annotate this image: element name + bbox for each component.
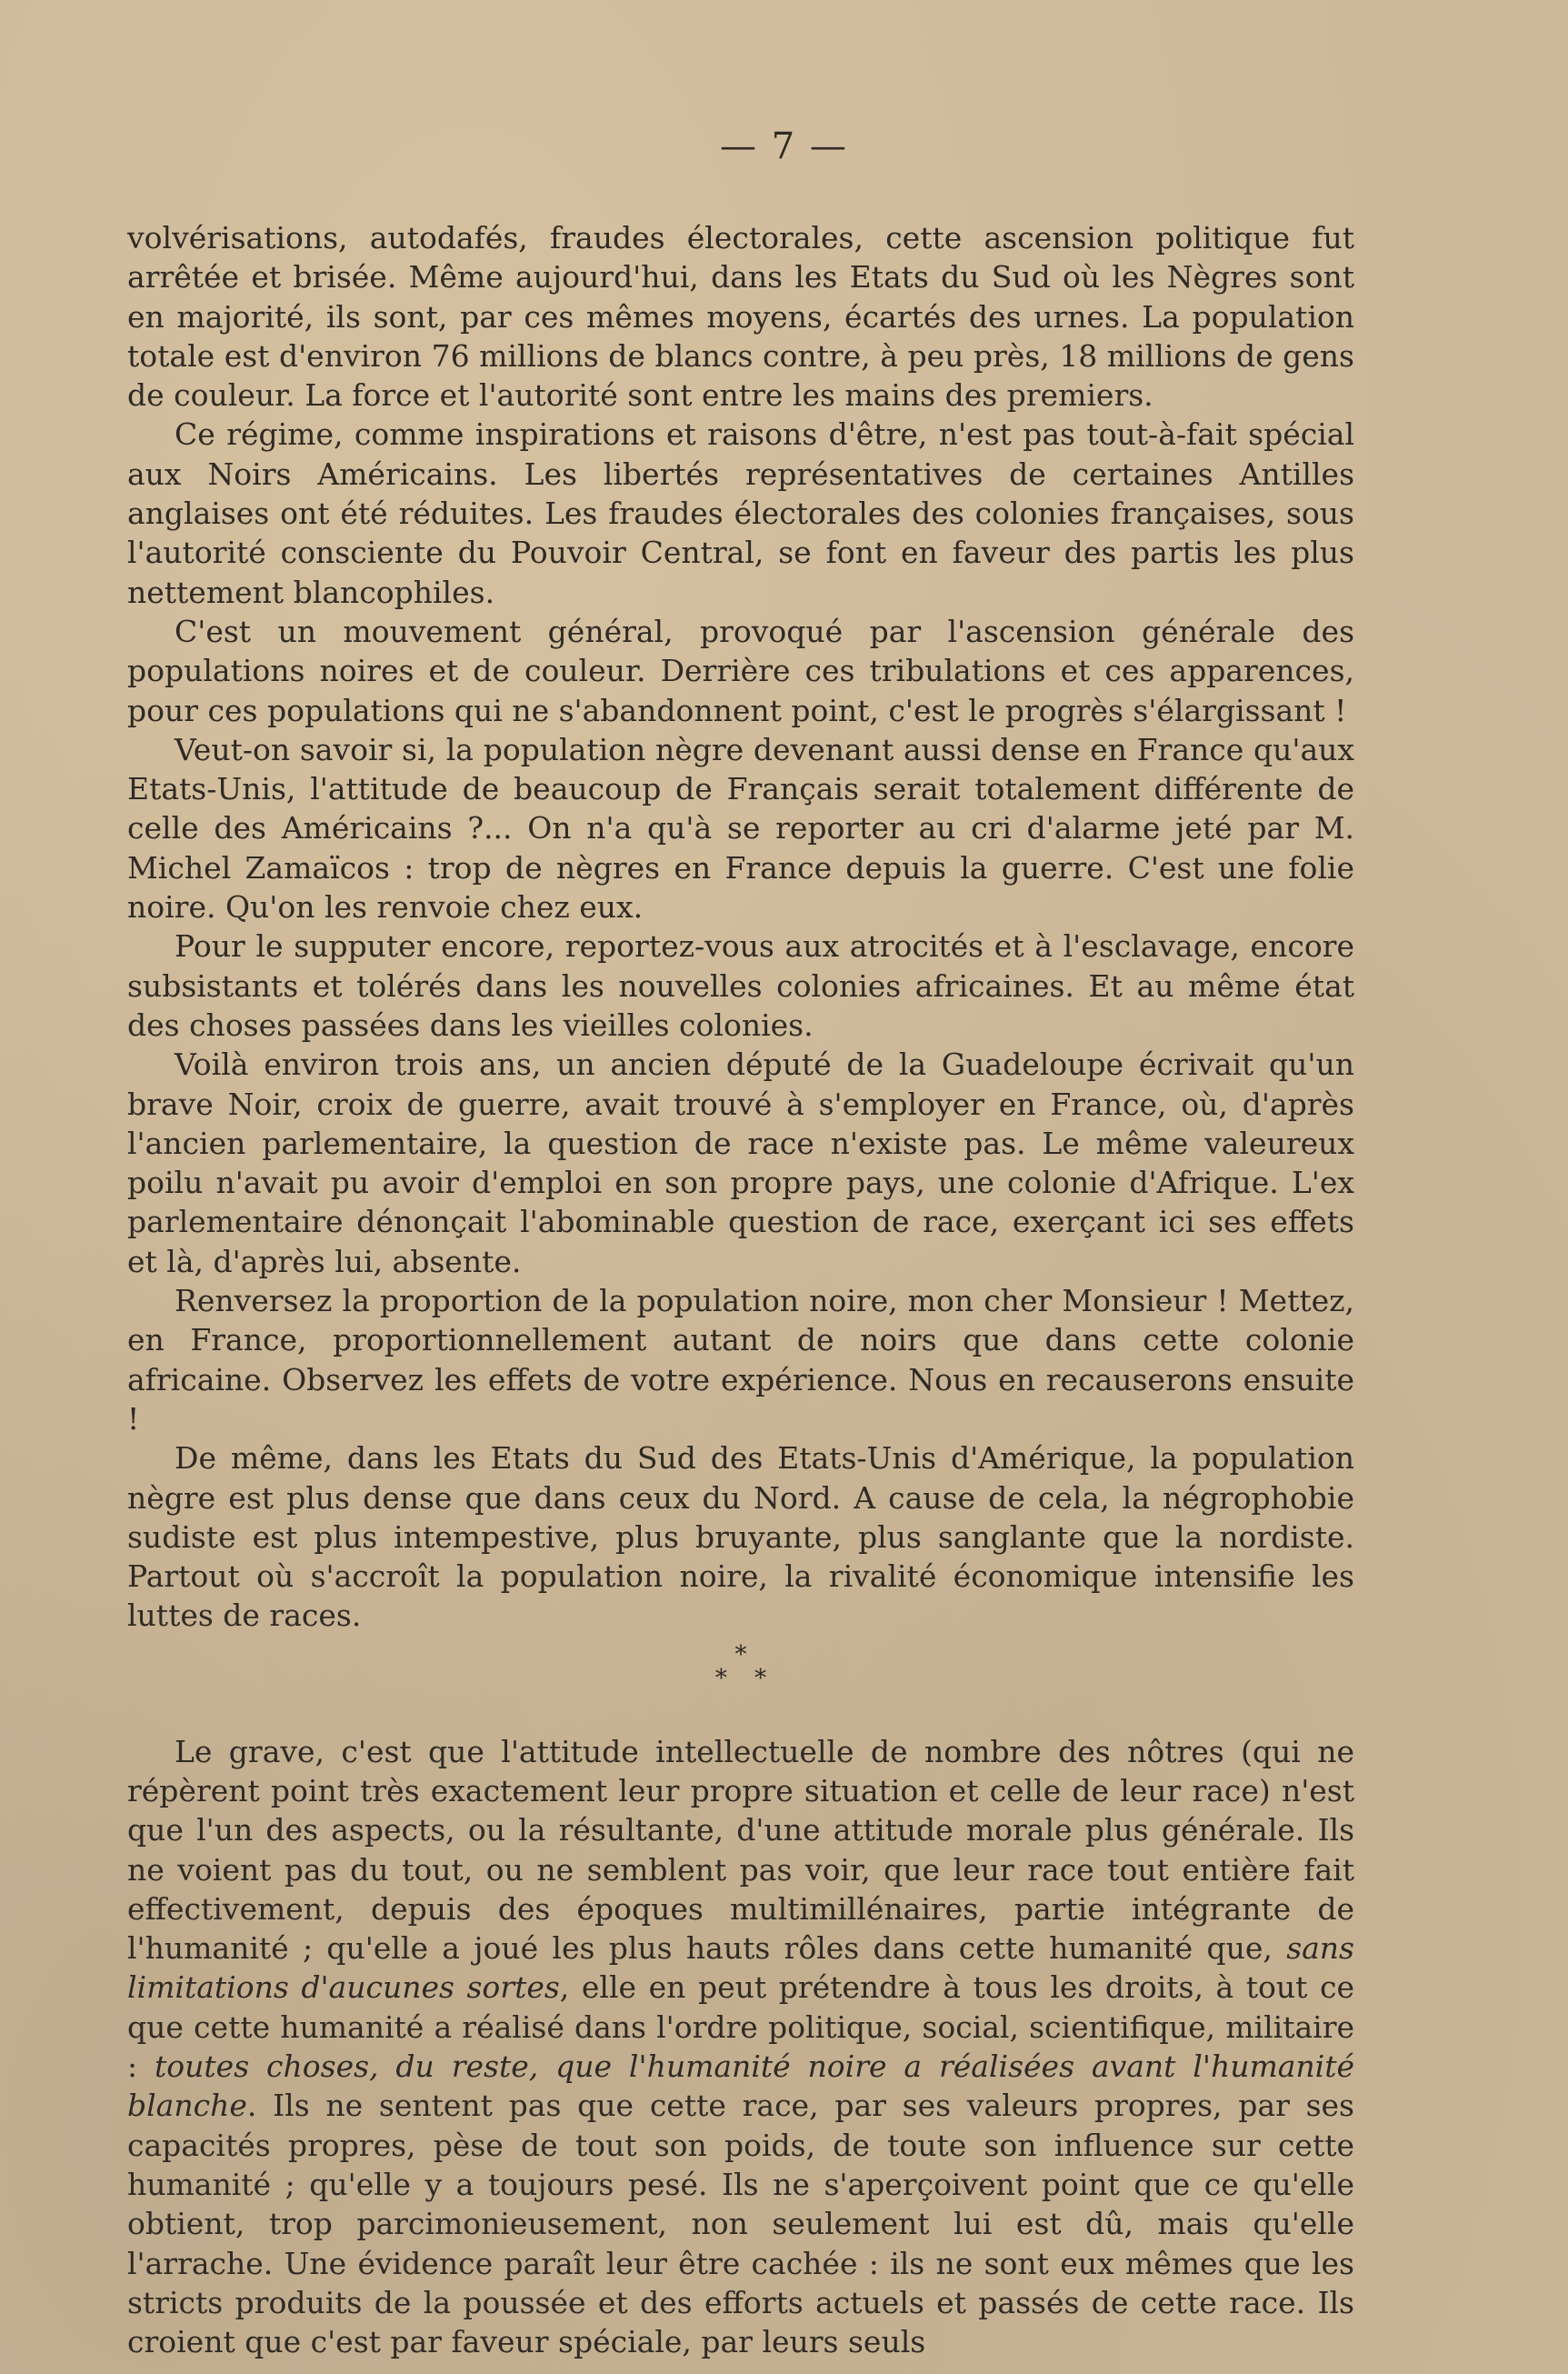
separator-star-top: *: [734, 1640, 747, 1668]
paragraph: Pour le supputer encore, reportez-vous aux atrocités et à l'esclavage, encore subsistants et tolérés dans les nouvelles colonies africaines. Et au même état des choses passées dans les vieilles colonies.: [127, 928, 1354, 1043]
paragraph: Voilà environ trois ans, un ancien député de la Guadeloupe écrivait qu'un brave Noir, croix de guerre, avait trouvé à s'employer en France, où, d'après l'ancien parlementaire, la question de race n'existe pas. Le même valeureux poilu n'avait pu avoir d'emploi en son propre pays, une colonie d'Afrique. L'ex parlementaire dénonçait l'abominable question de race, exerçant ici ses effets et là, d'après lui, absente.: [127, 1047, 1354, 1279]
separator-stars-bottom: * *: [714, 1664, 767, 1692]
paragraph-text: , elle en peut prétendre à tous les droits, à tout ce que cette humanité a réalisé dans l'ordre politique, social, scientifique, militaire :: [127, 1969, 1354, 2085]
paragraph: volvérisations, autodafés, fraudes électorales, cette ascension politique fut arrêtée et brisée. Même aujourd'hui, dans les Etats du Sud où les Nègres sont en majorité, ils sont, par ces mêmes moyens, écartés des urnes. La population totale est d'environ 76 millions de blancs contre, à peu près, 18 millions de gens de couleur. La force et l'autorité sont entre les mains des premiers.: [127, 220, 1354, 414]
page-number: — 7 —: [720, 125, 848, 167]
paragraph: Ce régime, comme inspirations et raisons d'être, n'est pas tout-à-fait spécial aux Noirs Américains. Les libertés représentatives de certaines Antilles anglaises ont été réduites. Les fraudes électorales des colonies françaises, sous l'autorité consciente du Pouvoir Central, se font en faveur des partis les plus nettement blancophiles.: [127, 416, 1354, 610]
lower-section: [127, 1732, 1354, 2362]
italic-phrase: toutes choses, du reste, que l'humanité noire a réalisées avant l'humanité blanche: [127, 2048, 1355, 2124]
paragraph-text: . Ils ne sentent pas que cette race, par ses valeurs propres, par ses capacités propres, pèse de tout son poids, de toute son influence sur cette humanité ; qu'elle y a toujours pesé. Ils ne s'aperçoivent point que ce qu'elle obtient, trop parcimonieusement, non seulement lui est dû, mais qu'elle l'arrache. Une évidence paraît leur être cachée : ils ne sont eux mêmes que les stricts produits de la poussée et des efforts actuels et passés de cette race. Ils croient que c'est par faveur spéciale, par leurs seuls: [127, 2088, 1354, 2360]
paragraph: [127, 1732, 1354, 2362]
paragraph: Veut-on savoir si, la population nègre devenant aussi dense en France qu'aux Etats-Unis, l'attitude de beaucoup de Français serait totalement différente de celle des Américains ?... On n'a qu'à se reporter au cri d'alarme jeté par M. Michel Zamaïcos : trop de nègres en France depuis la guerre. C'est une folie noire. Qu'on les renvoie chez eux.: [127, 731, 1354, 926]
paragraph-text: Le grave, c'est que l'attitude intellectuelle de nombre des nôtres (qui ne répèrent point très exactement leur propre situation et celle de leur race) n'est que l'un des aspects, ou la résultante, d'une attitude morale plus générale. Ils ne voient pas du tout, ou ne semblent pas voir, que leur race tout entière fait effectivement, depuis des époques multimillénaires, partie intégrante de l'humanité ; qu'elle a joué les plus hauts rôles dans cette humanité que,: [127, 1733, 1354, 1967]
body-text: [127, 218, 1354, 2361]
section-separator: [127, 1640, 1354, 1692]
italic-phrase: sans limitations d'aucunes sortes: [127, 1930, 1354, 2006]
paragraph: Renversez la proportion de la population noire, mon cher Monsieur ! Mettez, en France, proportionnellement autant de noirs que dans cette colonie africaine. Observez les effets de votre expérience. Nous en recauserons ensuite !: [127, 1283, 1354, 1437]
paragraph: De même, dans les Etats du Sud des Etats-Unis d'Amérique, la population nègre est plus dense que dans ceux du Nord. A cause de cela, la négrophobie sudiste est plus intempestive, plus bruyante, plus sanglante que la nordiste. Partout où s'accroît la population noire, la rivalité économique intensifie les luttes de races.: [127, 1440, 1354, 1634]
paragraph: C'est un mouvement général, provoqué par l'ascension générale des populations noires et de couleur. Derrière ces tribulations et ces apparences, pour ces populations qui ne s'abandonnent point, c'est le progrès s'élargissant !: [127, 613, 1354, 728]
